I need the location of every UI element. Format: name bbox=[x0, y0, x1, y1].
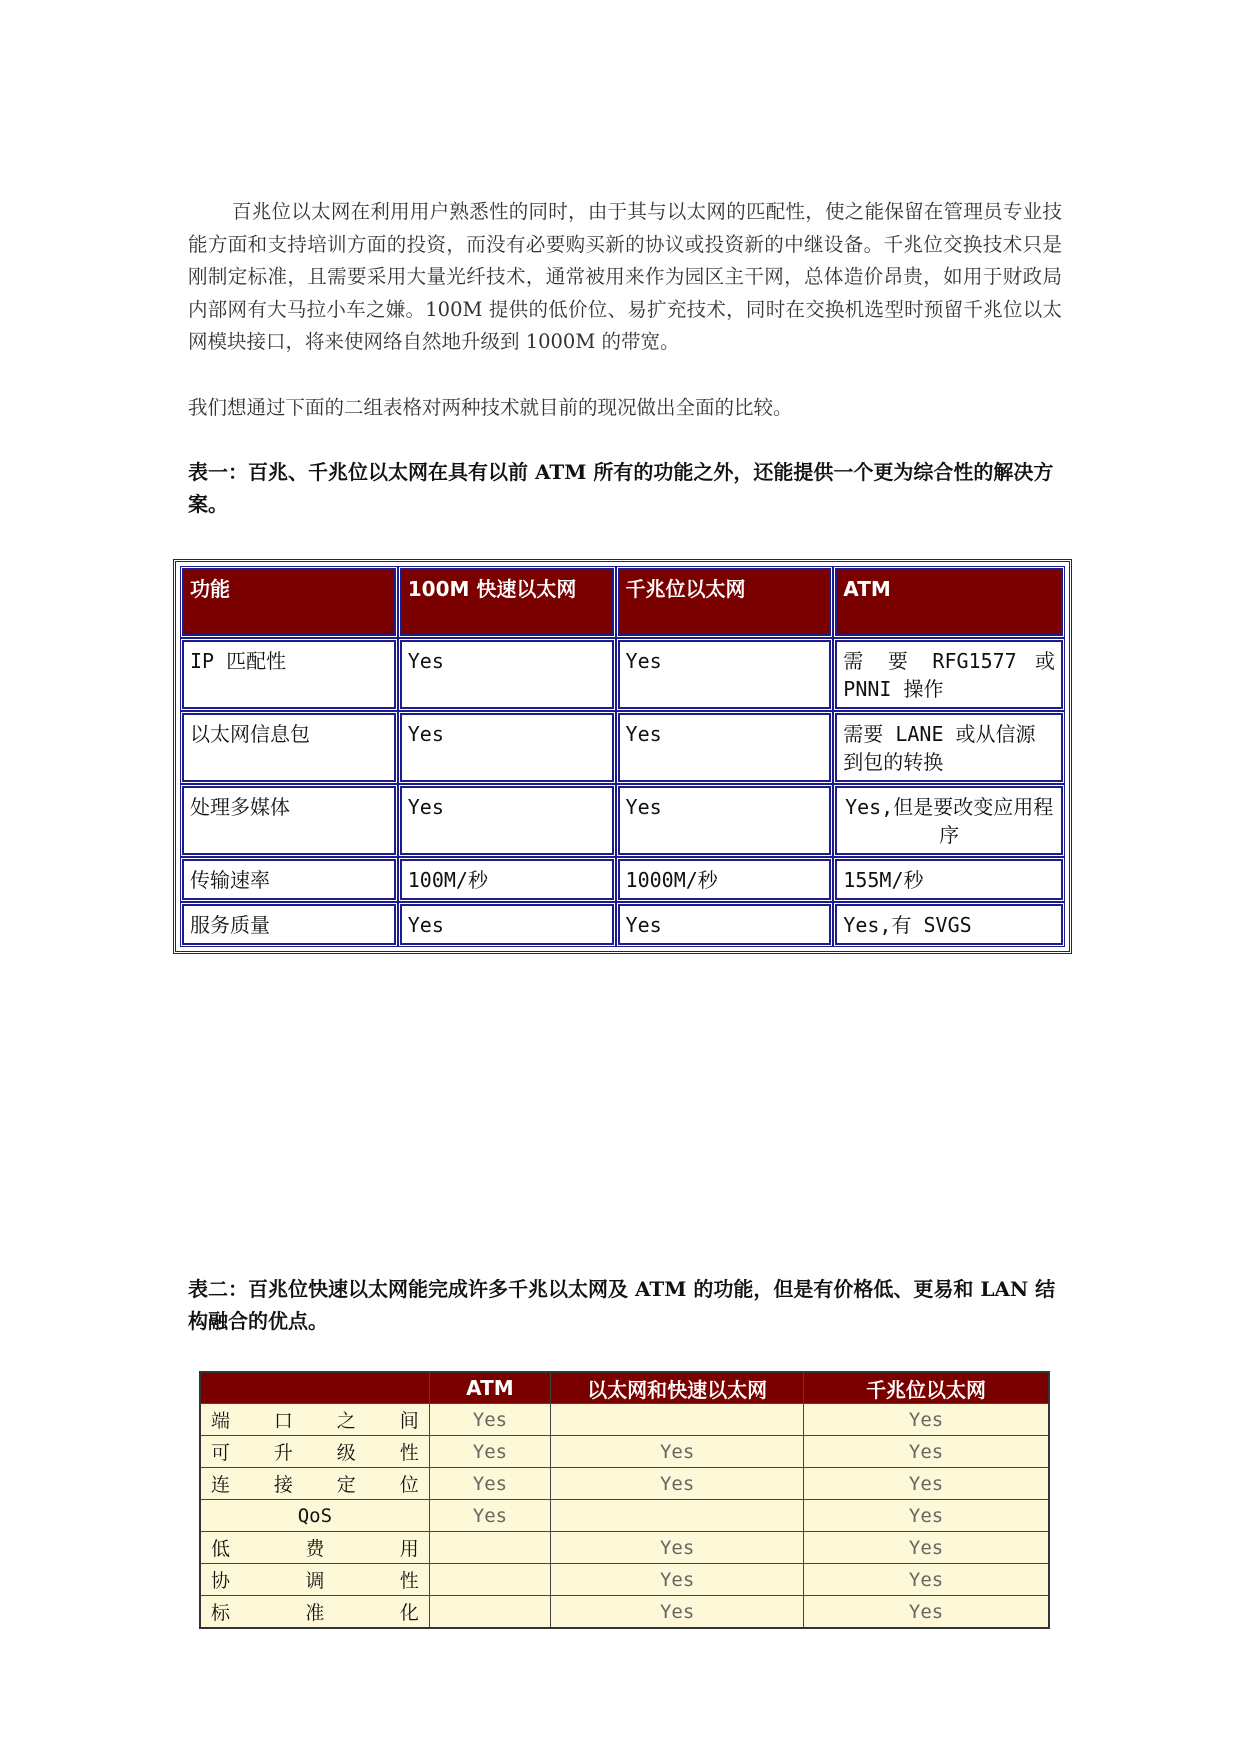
table-row bbox=[182, 713, 1063, 782]
table2-cell: Yes bbox=[551, 1532, 804, 1564]
table2-feature-cell: 端口之间 bbox=[200, 1404, 429, 1436]
table1-cell: Yes bbox=[618, 713, 832, 782]
table1-cell: Yes bbox=[618, 786, 832, 855]
table1-cell: Yes bbox=[618, 640, 832, 709]
table1-header-cell: ATM bbox=[835, 568, 1063, 636]
table2-cell: Yes bbox=[804, 1436, 1049, 1468]
table2-cell: Yes bbox=[804, 1596, 1049, 1629]
table1-cell: Yes bbox=[618, 904, 832, 945]
table2-cell: Yes bbox=[551, 1564, 804, 1596]
table-row bbox=[182, 786, 1063, 855]
table2-header-cell bbox=[200, 1372, 429, 1404]
table1-cell: Yes bbox=[400, 904, 614, 945]
table2-cell: Yes bbox=[429, 1500, 550, 1532]
table2-cell bbox=[429, 1564, 550, 1596]
table2-cell: Yes bbox=[429, 1404, 550, 1436]
table1-cell: 传输速率 bbox=[182, 859, 396, 900]
comparison-table-1 bbox=[178, 564, 1067, 949]
table1-cell: 1000M/秒 bbox=[618, 859, 832, 900]
table1-frame bbox=[173, 559, 1072, 954]
table2-header-row bbox=[200, 1372, 1049, 1404]
table2-cell bbox=[429, 1596, 550, 1629]
table-row bbox=[200, 1436, 1049, 1468]
table1-header-cell: 千兆位以太网 bbox=[618, 568, 832, 636]
comparison-table-2 bbox=[199, 1371, 1050, 1629]
table-row bbox=[200, 1596, 1049, 1629]
table-row bbox=[200, 1532, 1049, 1564]
table2-cell: Yes bbox=[804, 1404, 1049, 1436]
table2-cell: Yes bbox=[551, 1468, 804, 1500]
table1-cell: 需 要 RFG1577 或 PNNI 操作 bbox=[835, 640, 1063, 709]
table1-cell: 需要 LANE 或从信源到包的转换 bbox=[835, 713, 1063, 782]
table1-cell: 100M/秒 bbox=[400, 859, 614, 900]
table1-caption: 表一：百兆、千兆位以太网在具有以前 ATM 所有的功能之外，还能提供一个更为综合性的解决方案。 bbox=[188, 460, 1054, 516]
table1-cell: 服务质量 bbox=[182, 904, 396, 945]
table1-cell: Yes bbox=[400, 640, 614, 709]
table1-header-cell: 100M 快速以太网 bbox=[400, 568, 614, 636]
table-row bbox=[200, 1564, 1049, 1596]
table2-cell: Yes bbox=[551, 1436, 804, 1468]
table1-cell: Yes bbox=[400, 786, 614, 855]
table2-feature-cell: 连接定位 bbox=[200, 1468, 429, 1500]
table1-cell: Yes bbox=[400, 713, 614, 782]
table-row bbox=[200, 1500, 1049, 1532]
table2-header-cell: ATM bbox=[429, 1372, 550, 1404]
table1-header-row bbox=[182, 568, 1063, 636]
table-row bbox=[182, 640, 1063, 709]
table-row bbox=[182, 859, 1063, 900]
table2-cell: Yes bbox=[551, 1596, 804, 1629]
lead-sentence: 我们想通过下面的二组表格对两种技术就目前的现况做出全面的比较。 bbox=[188, 396, 793, 419]
table2-cell: Yes bbox=[429, 1468, 550, 1500]
table1-cell: 处理多媒体 bbox=[182, 786, 396, 855]
table1-cell: IP 匹配性 bbox=[182, 640, 396, 709]
table-row bbox=[182, 904, 1063, 945]
table1-cell: Yes,有 SVGS bbox=[835, 904, 1063, 945]
table2-cell: Yes bbox=[804, 1532, 1049, 1564]
table2-header-cell: 以太网和快速以太网 bbox=[551, 1372, 804, 1404]
table2-header-cell: 千兆位以太网 bbox=[804, 1372, 1049, 1404]
table2-cell: Yes bbox=[804, 1468, 1049, 1500]
table1-cell: 155M/秒 bbox=[835, 859, 1063, 900]
table2-feature-cell: 可升级性 bbox=[200, 1436, 429, 1468]
table1-header-cell: 功能 bbox=[182, 568, 396, 636]
table2-caption: 表二：百兆位快速以太网能完成许多千兆以太网及 ATM 的功能，但是有价格低、更易和 LAN 结构融合的优点。 bbox=[188, 1277, 1056, 1333]
table2-cell bbox=[551, 1500, 804, 1532]
table1-cell: Yes,但是要改变应用程序 bbox=[835, 786, 1063, 855]
table2-cell bbox=[429, 1532, 550, 1564]
table-row bbox=[200, 1468, 1049, 1500]
table2-feature-cell: 标准化 bbox=[200, 1596, 429, 1629]
table2-cell bbox=[551, 1404, 804, 1436]
table1-cell: 以太网信息包 bbox=[182, 713, 396, 782]
intro-paragraph: 百兆位以太网在利用用户熟悉性的同时，由于其与以太网的匹配性，使之能保留在管理员专业技能方面和支持培训方面的投资，而没有必要购买新的协议或投资新的中继设备。千兆位交换技术只是刚制定标准，且需要采用大量光纤技术，通常被用来作为园区主干网，总体造价昂贵，如用于财政局内部网有大马拉小车之嫌。100M 提供的低价位、易扩充技术，同时在交换机选型时预留千兆位以太网模块接口，将来使网络自然地升级到 1000M 的带宽。 bbox=[188, 200, 1062, 353]
table2-cell: Yes bbox=[804, 1500, 1049, 1532]
table-row bbox=[200, 1404, 1049, 1436]
table2-feature-cell: 协调性 bbox=[200, 1564, 429, 1596]
table2-cell: Yes bbox=[429, 1436, 550, 1468]
table2-feature-cell: QoS bbox=[200, 1500, 429, 1532]
table2-feature-cell: 低费用 bbox=[200, 1532, 429, 1564]
table2-cell: Yes bbox=[804, 1564, 1049, 1596]
